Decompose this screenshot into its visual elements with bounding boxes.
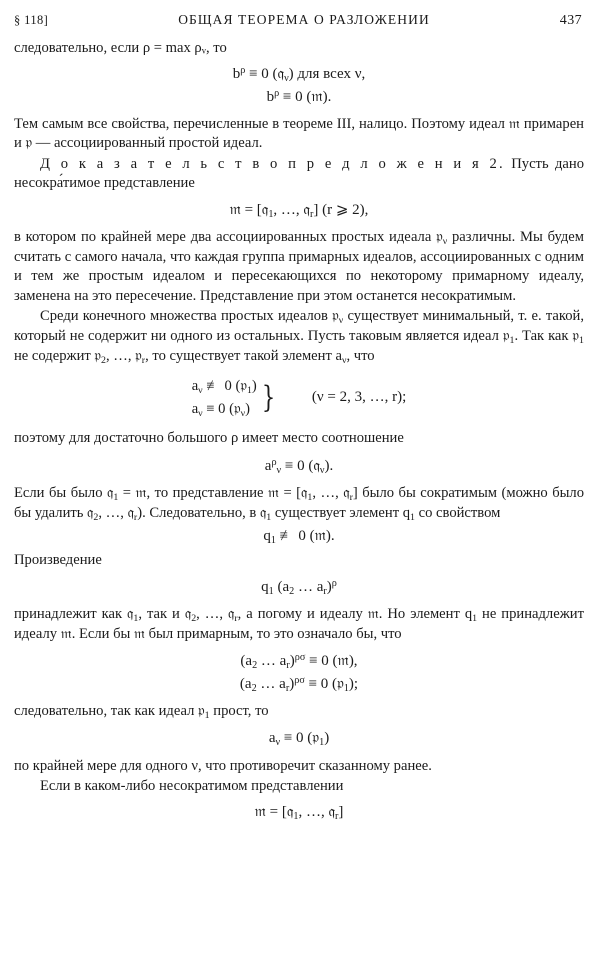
paragraph-3 xyxy=(14,155,584,194)
brace-condition: (ν = 2, 3, …, r); xyxy=(311,389,407,406)
brace-line-2: $a_\nu \equiv 0$ (𝔭$_\nu$) xyxy=(191,401,250,419)
equation-3: $a^\rho_\nu \equiv 0$ (𝔮$_\nu$). xyxy=(264,456,334,476)
equation-block-1 xyxy=(14,64,584,109)
paragraph-4: в котором по крайней мере два ассоциированных простых идеала 𝔭$_\nu$ различны. Мы будем считать с самого начала, что каждая группа примарных идеалов, ассоциированных с одним и тем же простым идеалом и пересекающихся по некоторому примарному идеалу, заменена на это пересечение. Представление при этом останется несократимым. xyxy=(14,229,584,304)
running-title: ОБЩАЯ ТЕОРЕМА О РАЗЛОЖЕНИИ xyxy=(178,12,430,27)
page-body xyxy=(0,29,600,824)
brace-line-1: $a_\nu$ ≢ 0 (𝔭$_1$) xyxy=(191,378,257,396)
equation-block-2 xyxy=(14,651,584,696)
equation-1a: $b^\rho \equiv 0$ (𝔮$_\nu$) для всех ν, xyxy=(232,65,366,85)
paragraph-5: Среди конечного множества простых идеалов 𝔭$_\nu$ существует минимальный, т. е. такой, который не содержит ни одного из остальных. Пусть таковым является идеал 𝔭$_1$. Так как 𝔭$_1$ не содержит 𝔭$_2$, …, 𝔭$_r$, то существует такой элемент $a_\nu$, что xyxy=(14,308,584,366)
brace-equations xyxy=(192,375,257,421)
paragraph-9: принадлежит как 𝔮$_1$, так и 𝔮$_2$, …, 𝔮$_r$, а погому и идеалу 𝔪. Но элемент $q_1$ не принадлежит идеалу 𝔪. Если бы 𝔪 был примарным, то это означало бы, что xyxy=(14,606,584,643)
equation-6b: ($a_2$ … $a_r)^{\rho\sigma} \equiv 0$ (𝔭$_1$); xyxy=(239,674,359,694)
paragraph-3-rest: Пусть дано несокра́тимое представление xyxy=(14,155,585,192)
equation-block-brace xyxy=(14,375,584,421)
paragraph-10: следовательно, так как идеал 𝔭$_1$ прост, то xyxy=(14,703,269,721)
right-brace-icon: } xyxy=(261,380,276,416)
equation-7: $a_\nu \equiv 0$ (𝔭$_1$) xyxy=(268,730,330,749)
equation-2: 𝔪 = [𝔮$_1$, …, 𝔮$_r$] (r ⩾ 2), xyxy=(229,201,369,220)
equation-5: $q_1$ ($a_2$ … $a_r)^\rho$ xyxy=(261,577,337,597)
equation-8: 𝔪 = [𝔮$_1$, …, 𝔮$_r$] xyxy=(254,804,344,823)
page-number: 437 xyxy=(559,13,582,28)
page-header xyxy=(0,0,600,29)
paragraph-2: Тем самым все свойства, перечисленные в теореме III, налицо. Поэтому идеал 𝔪 примарен и 𝔭 — ассоциированный простой идеал. xyxy=(14,115,584,152)
paragraph-1: следовательно, если ρ = max ρᵥ, то xyxy=(14,40,227,56)
paragraph-11: по крайней мере для одного ν, что противоречит сказанному ранее. xyxy=(14,757,432,774)
equation-6a: ($a_2$ … $a_r)^{\rho\sigma} \equiv 0$ (𝔪), xyxy=(240,651,358,671)
paragraph-12: Если в каком-либо несократимом представлении xyxy=(40,778,344,794)
paragraph-6: поэтому для достаточно большого ρ имеет место соотношение xyxy=(14,430,404,447)
paragraph-7: Если бы было 𝔮$_1$ = 𝔪, то представление 𝔪 = [𝔮$_1$, …, 𝔮$_r$] было бы сократимым (можно было бы удалить 𝔮$_2$, …, 𝔮$_r$). Следовательно, в 𝔮$_1$ существует элемент $q_1$ со свойством xyxy=(14,485,584,523)
paragraph-8: Произведение xyxy=(14,551,102,568)
equation-4: $q_1$ ≢ 0 (𝔪). xyxy=(263,528,335,546)
section-mark: § 118] xyxy=(14,13,49,27)
proof-heading: Д о к а з а т е л ь с т в о п р е д л о ж е н и я 2. xyxy=(40,155,505,172)
equation-1b: $b^\rho \equiv 0$ (𝔪). xyxy=(266,88,332,106)
